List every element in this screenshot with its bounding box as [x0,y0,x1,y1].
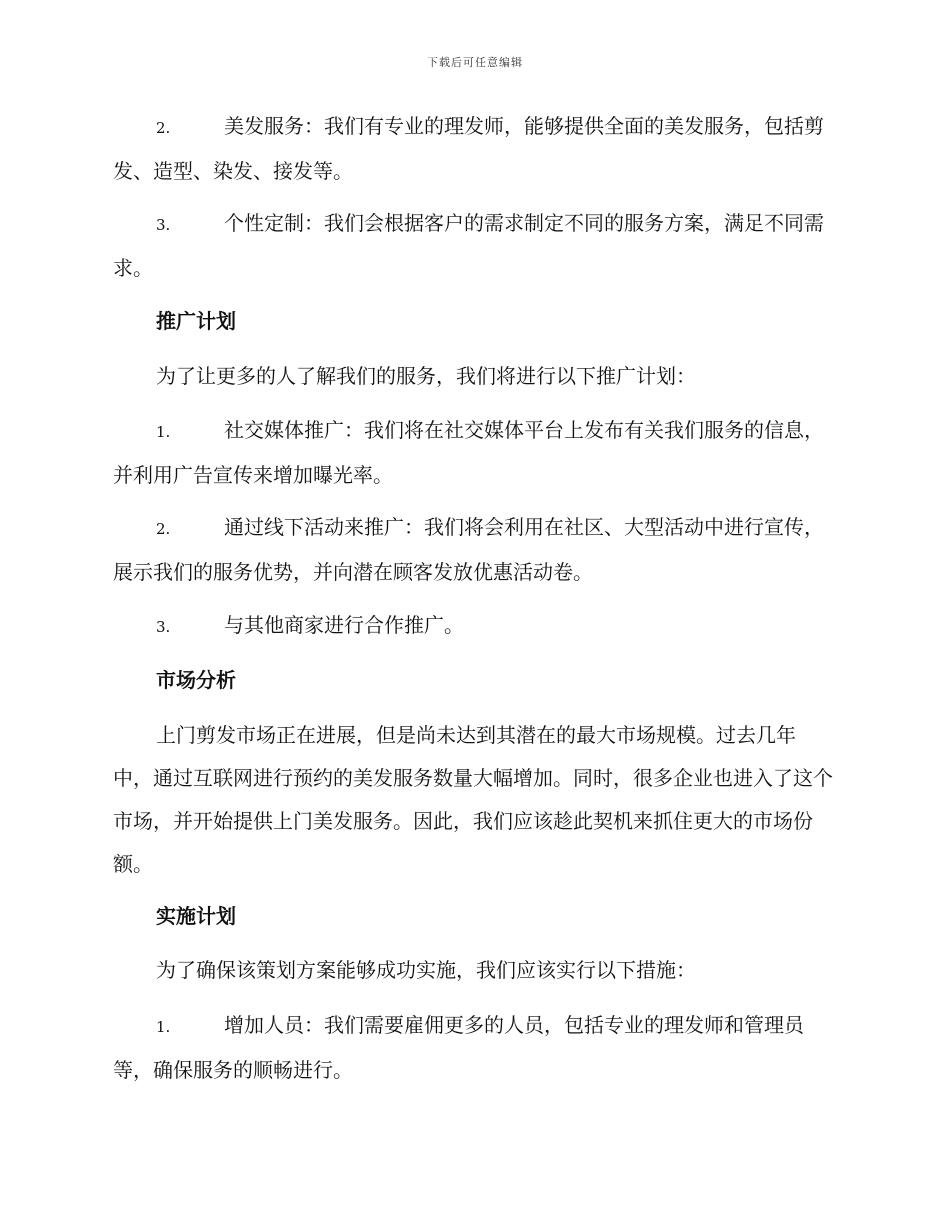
list-item-text: 社交媒体推广：我们将在社交媒体平台上发布有关我们服务的信息，并利用广告宣传来增加曝光率。 [113,418,824,487]
list-item-promotion-1 [113,409,835,497]
list-item-text: 通过线下活动来推广：我们将会利用在社区、大型活动中进行宣传，展示我们的服务优势，并向潜在顾客发放优惠活动卷。 [113,515,824,584]
list-number: 2. [156,119,171,137]
list-item-implementation-1 [113,1004,835,1092]
list-item-text: 美发服务：我们有专业的理发师，能够提供全面的美发服务，包括剪发、造型、染发、接发等。 [113,114,824,183]
list-item-promotion-3 [113,604,835,649]
promotion-intro: 为了让更多的人了解我们的服务，我们将进行以下推广计划： [156,364,696,388]
list-item-service-3 [113,202,835,290]
section-heading-market: 市场分析 [156,668,236,692]
list-item-text: 个性定制：我们会根据客户的需求制定不同的服务方案，满足不同需求。 [113,211,824,280]
implementation-intro: 为了确保该策划方案能够成功实施，我们应该实行以下措施： [156,958,696,982]
section-heading-promotion: 推广计划 [156,309,236,333]
list-item-service-2 [113,105,835,193]
list-item-text: 增加人员：我们需要雇佣更多的人员，包括专业的理发师和管理员等，确保服务的顺畅进行。 [113,1013,804,1082]
list-item-text: 与其他商家进行合作推广。 [224,613,464,637]
list-number: 3. [156,618,171,636]
list-item-promotion-2 [113,506,835,594]
list-number: 2. [156,520,171,538]
section-heading-implementation: 实施计划 [156,904,236,928]
page-header: 下载后可任意编辑 [427,56,523,69]
list-number: 3. [156,216,171,234]
list-number: 1. [156,1018,171,1036]
list-number: 1. [156,423,171,441]
market-analysis-body: 上门剪发市场正在进展，但是尚未达到其潜在的最大市场规模。过去几年中，通过互联网进行预约的美发服务数量大幅增加。同时，很多企业也进入了这个市场，并开始提供上门美发服务。因此，我们应该趁此契机来抓住更大的市场份额。 [113,723,833,876]
